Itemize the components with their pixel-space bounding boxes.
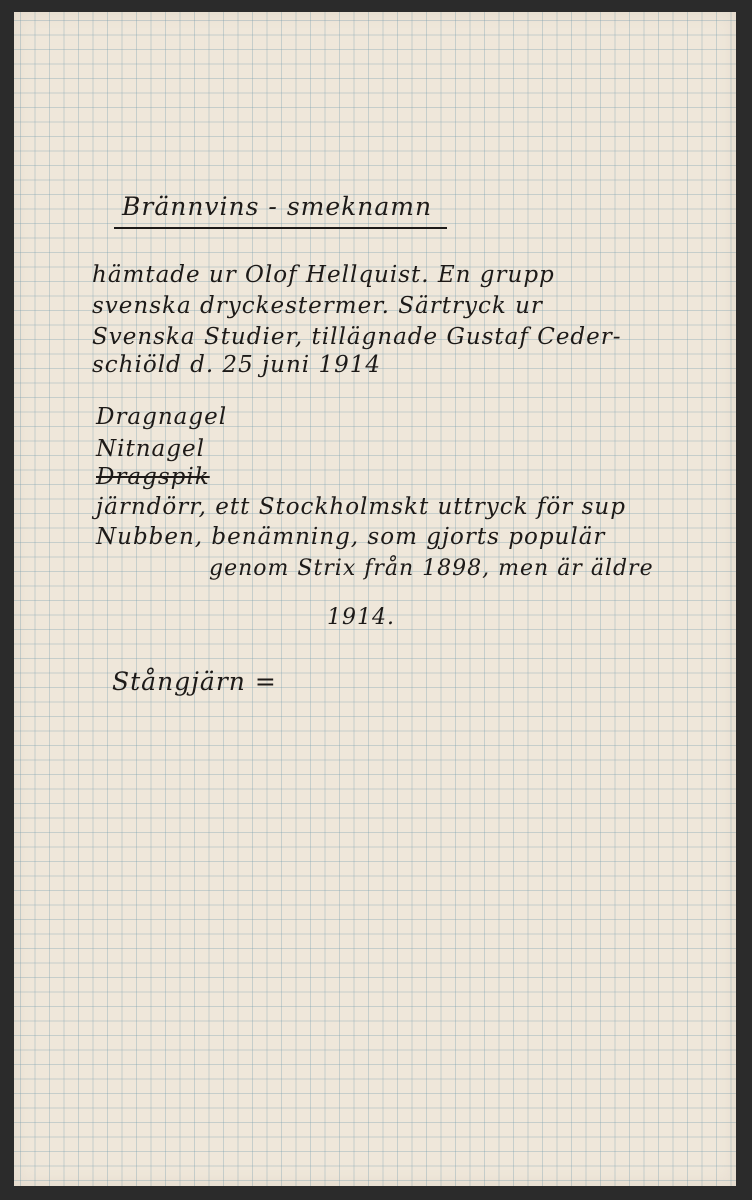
- intro-line-4: schiöld d. 25 juni 1914: [92, 352, 381, 378]
- list-line-nubben-cont: genom Strix från 1898, men är äldre: [209, 556, 654, 581]
- list-line-jarndorr: järndörr, ett Stockholmskt uttryck för sup: [96, 494, 626, 520]
- document-title: Brännvins - smeknamn: [122, 192, 433, 221]
- title-underline: [114, 227, 447, 229]
- intro-line-2: svenska dryckestermer. Särtryck ur: [92, 293, 543, 319]
- list-line-nubben: Nubben, benämning, som gjorts populär: [96, 524, 606, 550]
- list-line-struck: Dragspik: [96, 464, 210, 490]
- intro-line-3: Svenska Studier, tillägnade Gustaf Ceder-: [92, 324, 622, 350]
- list-line-nitnagel: Nitnagel: [96, 436, 205, 462]
- list-line-dragnagel: Dragnagel: [96, 404, 228, 430]
- document-page: [14, 12, 736, 1186]
- year-note: 1914.: [327, 605, 395, 630]
- intro-line-1: hämtade ur Olof Hellquist. En grupp: [92, 262, 555, 288]
- last-entry: Stångjärn =: [112, 667, 277, 696]
